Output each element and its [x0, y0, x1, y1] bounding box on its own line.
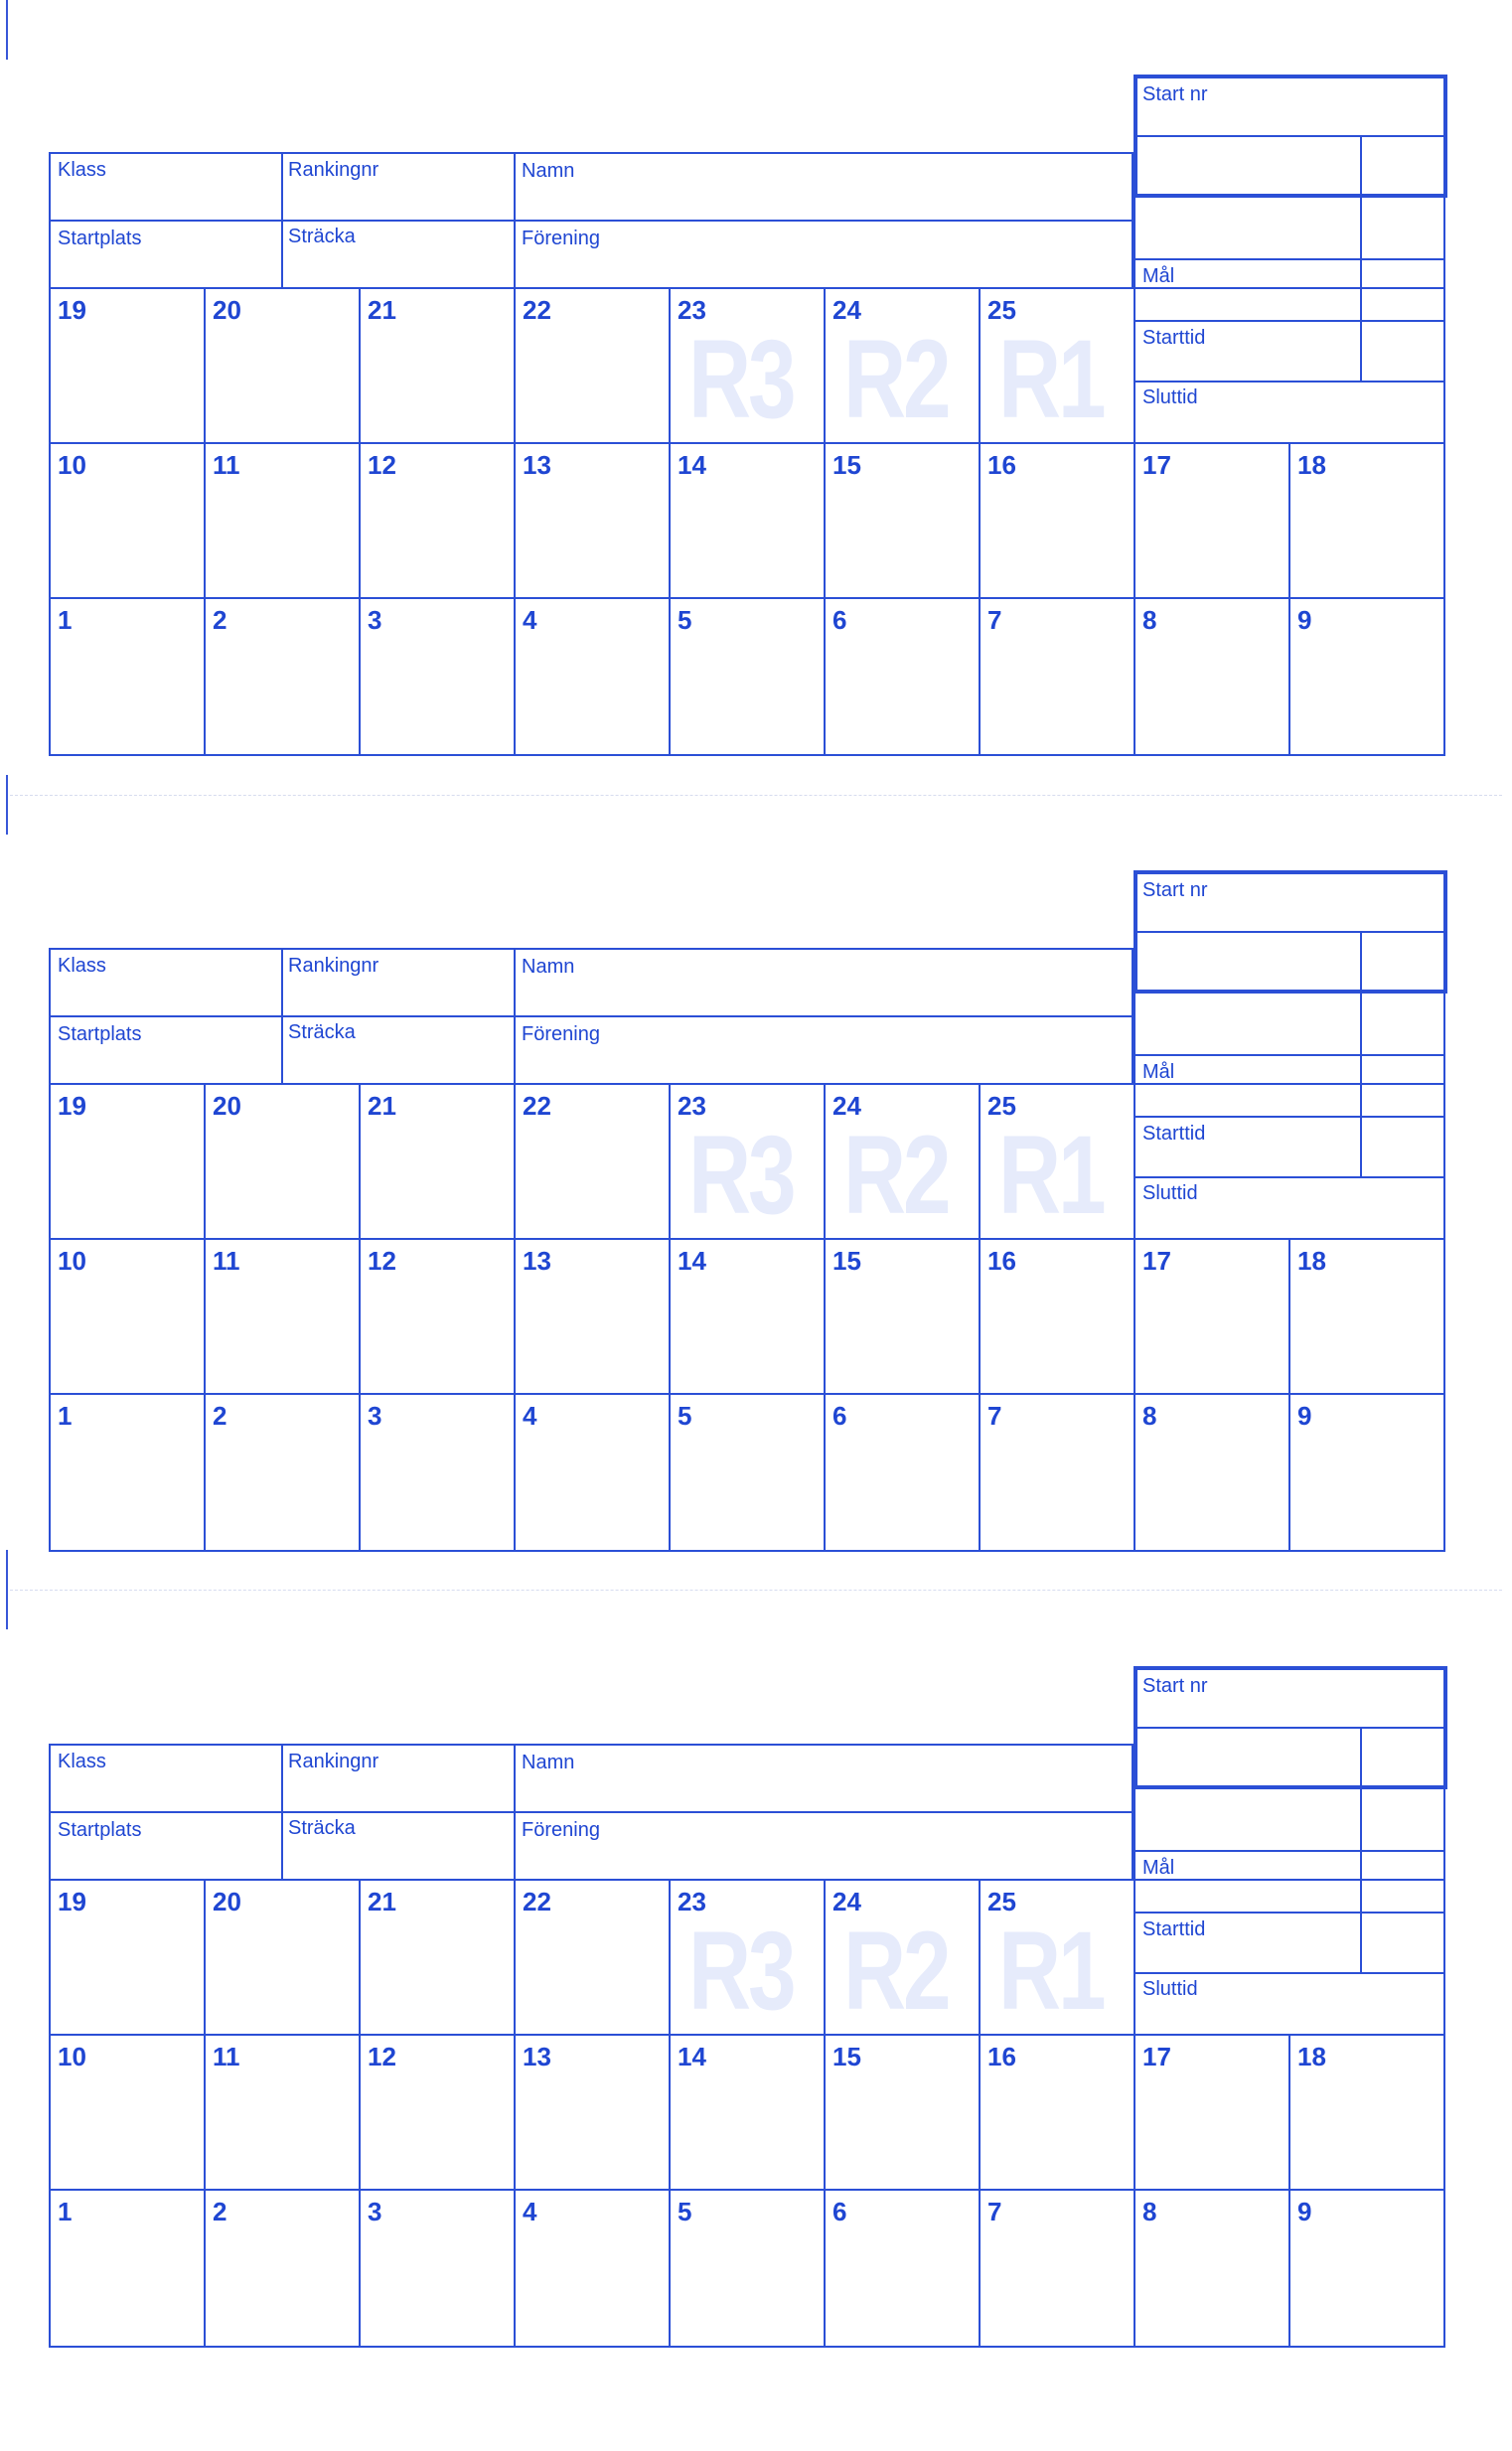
sluttid-label: Sluttid — [1142, 1182, 1198, 1204]
control-number: 19 — [58, 295, 86, 325]
control-number: 17 — [1142, 2042, 1171, 2071]
control-number: 23 — [678, 1887, 706, 1916]
control-number: 13 — [523, 450, 551, 480]
control-number: 25 — [987, 1091, 1016, 1121]
watermark-r3: R3 — [688, 1909, 794, 2033]
forening-label: Förening — [522, 228, 600, 249]
control-number: 24 — [832, 295, 861, 325]
control-number: 21 — [368, 295, 396, 325]
header-split — [281, 152, 283, 289]
grid-col-divider — [514, 1083, 516, 1552]
control-number: 16 — [987, 450, 1016, 480]
rankingnr-label: Rankingnr — [288, 1751, 379, 1772]
control-number: 13 — [523, 1246, 551, 1276]
grid-col-divider — [1288, 442, 1290, 756]
grid-col-divider — [514, 1879, 516, 2348]
control-number: 14 — [678, 2042, 706, 2071]
grid-col-divider — [1134, 2034, 1135, 2348]
klass-label: Klass — [58, 159, 106, 181]
watermark-r1: R1 — [998, 1113, 1104, 1237]
stracka-label: Sträcka — [288, 1021, 356, 1043]
control-number: 9 — [1297, 1401, 1312, 1431]
control-number: 7 — [987, 605, 1002, 635]
klass-label: Klass — [58, 955, 106, 977]
namn-label: Namn — [522, 1752, 575, 1773]
control-number: 22 — [523, 295, 551, 325]
start-nr-divider — [1134, 1727, 1447, 1729]
control-number: 22 — [523, 1887, 551, 1916]
start-nr-label: Start nr — [1142, 879, 1208, 901]
startplats-label: Startplats — [58, 1819, 142, 1841]
control-number: 25 — [987, 1887, 1016, 1916]
mal-label: Mål — [1142, 1857, 1175, 1879]
grid-col-divider — [979, 1879, 981, 2348]
control-number: 3 — [368, 605, 382, 635]
grid-col-divider — [669, 1879, 671, 2348]
grid-col-divider — [1288, 2034, 1290, 2348]
watermark-r2: R2 — [843, 317, 949, 441]
control-number: 12 — [368, 450, 396, 480]
grid-col-divider — [824, 287, 826, 756]
control-number: 21 — [368, 1887, 396, 1916]
starttid-label: Starttid — [1142, 1123, 1206, 1145]
name-row[interactable] — [49, 1744, 1134, 1813]
control-number: 10 — [58, 2042, 86, 2071]
race-card — [0, 75, 1512, 859]
watermark-r3: R3 — [688, 1113, 794, 1237]
watermark-r3: R3 — [688, 317, 794, 441]
grid-col-divider — [359, 1879, 361, 2348]
control-number: 2 — [213, 2197, 227, 2226]
control-number: 25 — [987, 295, 1016, 325]
control-number: 16 — [987, 2042, 1016, 2071]
grid-col-divider — [1134, 1879, 1135, 2034]
right-row-divider — [1134, 1054, 1443, 1056]
control-number: 2 — [213, 605, 227, 635]
start-nr-label: Start nr — [1142, 83, 1208, 105]
control-number: 6 — [832, 1401, 847, 1431]
control-number: 8 — [1142, 2197, 1157, 2226]
start-nr-split — [1360, 1727, 1362, 1789]
control-number: 15 — [832, 1246, 861, 1276]
grid-col-divider — [669, 1083, 671, 1552]
control-number: 24 — [832, 1091, 861, 1121]
control-number: 2 — [213, 1401, 227, 1431]
control-number: 11 — [213, 450, 240, 480]
control-number: 15 — [832, 450, 861, 480]
control-number: 10 — [58, 450, 86, 480]
control-number: 18 — [1297, 1246, 1326, 1276]
control-number: 16 — [987, 1246, 1016, 1276]
header-split — [281, 948, 283, 1085]
control-number: 20 — [213, 1887, 241, 1916]
header-split — [514, 152, 516, 289]
name-row[interactable] — [49, 948, 1134, 1017]
control-number: 23 — [678, 1091, 706, 1121]
grid-col-divider — [514, 287, 516, 756]
sluttid-label: Sluttid — [1142, 386, 1198, 408]
watermark-r2: R2 — [843, 1113, 949, 1237]
control-number: 8 — [1142, 605, 1157, 635]
control-number: 20 — [213, 1091, 241, 1121]
control-number: 17 — [1142, 1246, 1171, 1276]
control-number: 1 — [58, 1401, 73, 1431]
namn-label: Namn — [522, 956, 575, 978]
control-number: 12 — [368, 2042, 396, 2071]
control-number: 3 — [368, 1401, 382, 1431]
grid-col-divider — [669, 287, 671, 756]
stracka-label: Sträcka — [288, 1817, 356, 1839]
control-number: 1 — [58, 605, 73, 635]
grid-col-divider — [979, 1083, 981, 1552]
forening-label: Förening — [522, 1023, 600, 1045]
control-number: 24 — [832, 1887, 861, 1916]
sluttid-label: Sluttid — [1142, 1978, 1198, 2000]
start-nr-divider — [1134, 931, 1447, 933]
control-number: 18 — [1297, 450, 1326, 480]
start-nr-label: Start nr — [1142, 1675, 1208, 1697]
start-nr-divider — [1134, 135, 1447, 137]
control-number: 6 — [832, 2197, 847, 2226]
control-number: 10 — [58, 1246, 86, 1276]
control-number: 11 — [213, 1246, 240, 1276]
control-number: 12 — [368, 1246, 396, 1276]
grid-col-divider — [824, 1879, 826, 2348]
startplats-label: Startplats — [58, 228, 142, 249]
klass-label: Klass — [58, 1751, 106, 1772]
watermark-r2: R2 — [843, 1909, 949, 2033]
control-number: 4 — [523, 605, 537, 635]
control-number: 20 — [213, 295, 241, 325]
namn-label: Namn — [522, 160, 575, 182]
grid-col-divider — [204, 1879, 206, 2348]
control-number: 18 — [1297, 2042, 1326, 2071]
control-number: 5 — [678, 2197, 692, 2226]
header-split — [514, 948, 516, 1085]
control-number: 9 — [1297, 605, 1312, 635]
starttid-label: Starttid — [1142, 1918, 1206, 1940]
rankingnr-label: Rankingnr — [288, 955, 379, 977]
control-number: 14 — [678, 450, 706, 480]
header-split — [281, 1744, 283, 1881]
right-row-divider — [1134, 1850, 1443, 1852]
stracka-label: Sträcka — [288, 226, 356, 247]
grid-col-divider — [1134, 442, 1135, 756]
control-number: 4 — [523, 1401, 537, 1431]
grid-col-divider — [1288, 1238, 1290, 1552]
rankingnr-label: Rankingnr — [288, 159, 379, 181]
control-number: 1 — [58, 2197, 73, 2226]
start-nr-split — [1360, 135, 1362, 198]
control-number: 21 — [368, 1091, 396, 1121]
grid-col-divider — [1134, 1083, 1135, 1238]
control-number: 14 — [678, 1246, 706, 1276]
grid-col-divider — [359, 287, 361, 756]
grid-col-divider — [1134, 287, 1135, 442]
control-number: 5 — [678, 1401, 692, 1431]
right-row-divider — [1134, 258, 1443, 260]
control-number: 13 — [523, 2042, 551, 2071]
grid-col-divider — [1134, 1238, 1135, 1552]
control-number: 23 — [678, 295, 706, 325]
control-number: 5 — [678, 605, 692, 635]
control-number: 3 — [368, 2197, 382, 2226]
left-edge-mark — [6, 0, 8, 60]
control-number: 19 — [58, 1091, 86, 1121]
header-split — [514, 1744, 516, 1881]
grid-col-divider — [979, 287, 981, 756]
control-number: 22 — [523, 1091, 551, 1121]
grid-row-divider — [49, 2189, 1445, 2191]
grid-col-divider — [204, 1083, 206, 1552]
control-number: 9 — [1297, 2197, 1312, 2226]
forening-label: Förening — [522, 1819, 600, 1841]
starttid-label: Starttid — [1142, 327, 1206, 349]
startplats-label: Startplats — [58, 1023, 142, 1045]
watermark-r1: R1 — [998, 1909, 1104, 2033]
grid-row-divider — [49, 597, 1445, 599]
start-nr-split — [1360, 931, 1362, 994]
control-number: 6 — [832, 605, 847, 635]
control-number: 15 — [832, 2042, 861, 2071]
name-row[interactable] — [49, 152, 1134, 222]
watermark-r1: R1 — [998, 317, 1104, 441]
grid-col-divider — [359, 1083, 361, 1552]
control-number: 4 — [523, 2197, 537, 2226]
control-number: 17 — [1142, 450, 1171, 480]
grid-row-divider — [49, 1393, 1445, 1395]
race-card — [0, 1666, 1512, 2451]
control-number: 7 — [987, 2197, 1002, 2226]
control-number: 8 — [1142, 1401, 1157, 1431]
mal-label: Mål — [1142, 265, 1175, 287]
control-number: 7 — [987, 1401, 1002, 1431]
grid-col-divider — [824, 1083, 826, 1552]
control-number: 19 — [58, 1887, 86, 1916]
control-number: 11 — [213, 2042, 240, 2071]
grid-col-divider — [204, 287, 206, 756]
race-card — [0, 870, 1512, 1655]
mal-label: Mål — [1142, 1061, 1175, 1083]
